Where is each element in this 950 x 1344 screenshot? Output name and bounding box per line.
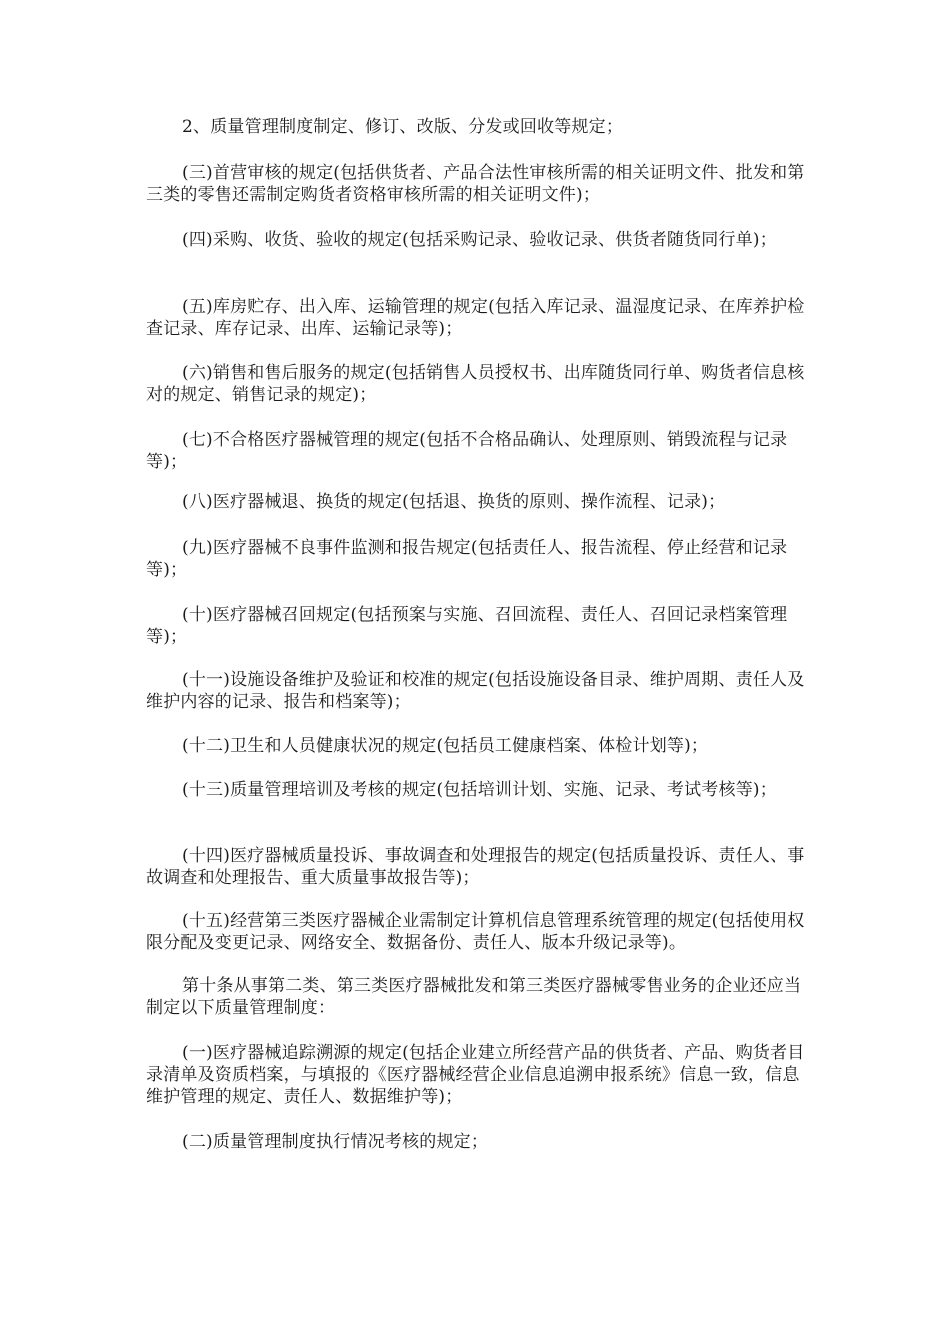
paragraph-clause-14: (十四)医疗器械质量投诉、事故调查和处理报告的规定(包括质量投诉、责任人、事故调查和处理报告、重大质量事故报告等)； <box>146 846 805 888</box>
paragraph-clause-7: (七)不合格医疗器械管理的规定(包括不合格品确认、处理原则、销毁流程与记录等)； <box>146 430 788 472</box>
paragraph-clause-10: (十)医疗器械召回规定(包括预案与实施、召回流程、责任人、召回记录档案管理等)； <box>146 605 788 647</box>
paragraph-clause-3: (三)首营审核的规定(包括供货者、产品合法性审核所需的相关证明文件、批发和第三类的零售还需制定购货者资格审核所需的相关证明文件)； <box>146 163 805 205</box>
paragraph-clause-11: (十一)设施设备维护及验证和校准的规定(包括设施设备目录、维护周期、责任人及维护内容的记录、报告和档案等)； <box>146 670 805 712</box>
paragraph-clause-1: (一)医疗器械追踪溯源的规定(包括企业建立所经营产品的供货者、产品、购货者目录清单及资质档案，与填报的《医疗器械经营企业信息追溯申报系统》信息一致，信息维护管理的规定、责任人、数据维护等)； <box>146 1043 805 1107</box>
paragraph-clause-6: (六)销售和售后服务的规定(包括销售人员授权书、出库随货同行单、购货者信息核对的规定、销售记录的规定)； <box>146 363 805 405</box>
paragraph-article-10: 第十条从事第二类、第三类医疗器械批发和第三类医疗器械零售业务的企业还应当制定以下质量管理制度： <box>146 976 802 1018</box>
paragraph-clause-8: (八)医疗器械退、换货的规定(包括退、换货的原则、操作流程、记录)； <box>182 492 726 512</box>
paragraph-clause-15: (十五)经营第三类医疗器械企业需制定计算机信息管理系统管理的规定(包括使用权限分配及变更记录、网络安全、数据备份、责任人、版本升级记录等)。 <box>146 911 805 953</box>
paragraph-clause-9: (九)医疗器械不良事件监测和报告规定(包括责任人、报告流程、停止经营和记录等)； <box>146 538 788 580</box>
paragraph-item-2: 2、质量管理制度制定、修订、改版、分发或回收等规定； <box>182 117 624 137</box>
paragraph-clause-2: (二)质量管理制度执行情况考核的规定； <box>182 1132 489 1152</box>
paragraph-clause-13: (十三)质量管理培训及考核的规定(包括培训计划、实施、记录、考试考核等)； <box>182 780 777 800</box>
paragraph-clause-4: (四)采购、收货、验收的规定(包括采购记录、验收记录、供货者随货同行单)； <box>182 230 777 250</box>
paragraph-clause-12: (十二)卫生和人员健康状况的规定(包括员工健康档案、体检计划等)； <box>182 736 709 756</box>
paragraph-clause-5: (五)库房贮存、出入库、运输管理的规定(包括入库记录、温湿度记录、在库养护检查记录、库存记录、出库、运输记录等)； <box>146 297 805 339</box>
